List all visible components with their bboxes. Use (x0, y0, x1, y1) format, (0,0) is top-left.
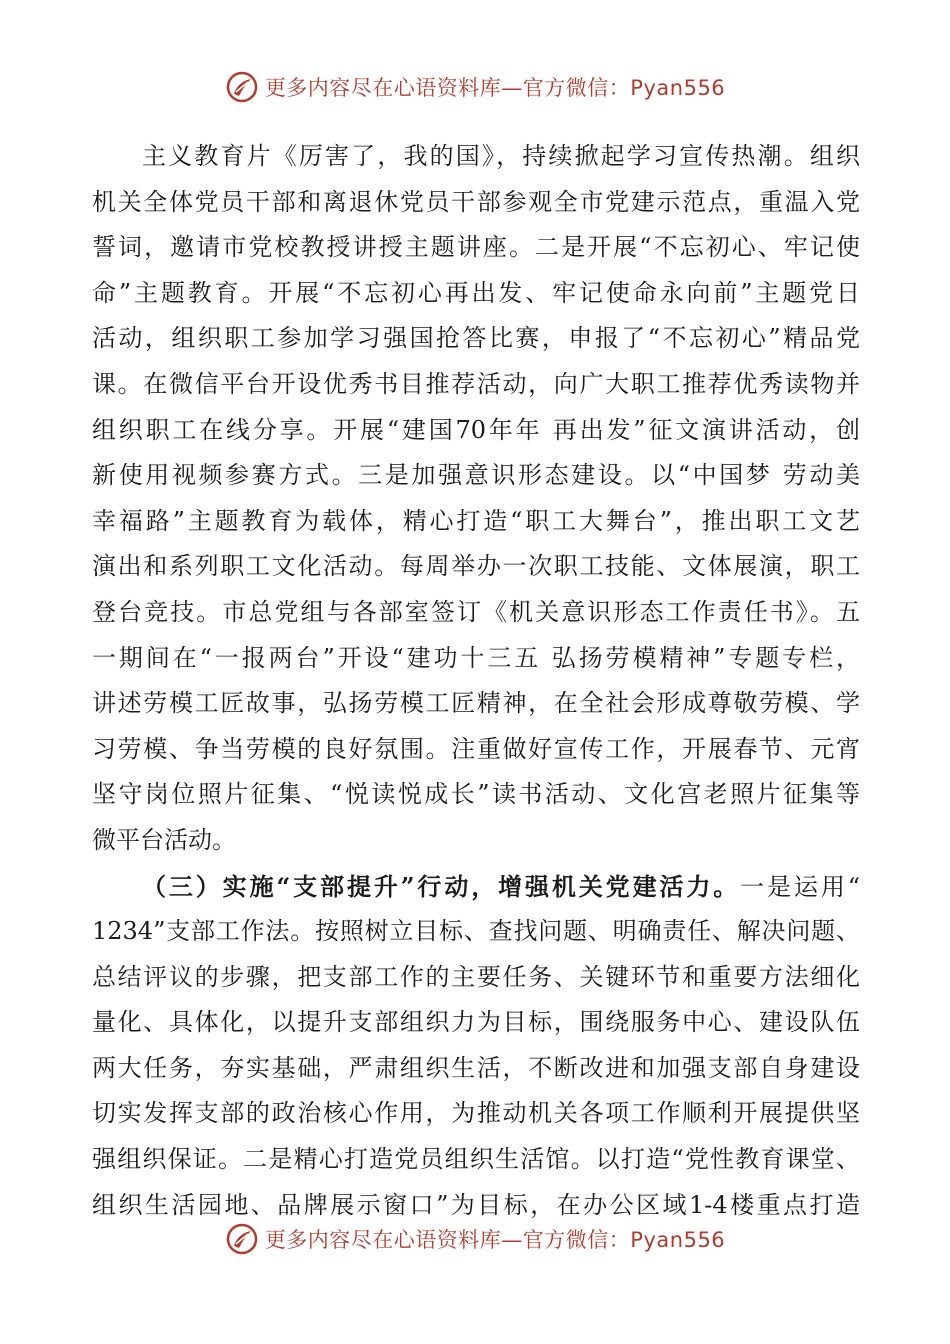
text-line: 机关全体党员干部和离退休党员干部参观全市党建示范点，重温入党 (92, 187, 860, 216)
text-line: 强组织保证。二是精心打造党员组织生活馆。以打造“党性教育课堂、 (92, 1145, 860, 1174)
section-heading: （三）实施“支部提升”行动，增强机关党建活力。 (142, 871, 741, 901)
text-line: 组织生活园地、品牌展示窗口”为目标，在办公区域1-4楼重点打造 (92, 1190, 860, 1219)
text-line: 微平台活动。 (92, 825, 236, 854)
text-line: 1234”支部工作法。按照树立目标、查找问题、明确责任、解决问题、 (92, 917, 860, 946)
text-line: 命”主题教育。开展“不忘初心再出发、牢记使命永向前”主题党日 (92, 278, 860, 307)
text-line: 幸福路”主题教育为载体，精心打造“职工大舞台”，推出职工文艺 (92, 506, 860, 535)
text-line: 组织职工在线分享。开展“建国70年年 再出发”征文演讲活动，创 (92, 415, 860, 444)
logo-icon (225, 1222, 259, 1256)
section-heading-line (92, 864, 860, 910)
footer-banner (0, 1222, 950, 1256)
banner-text: 更多内容尽在心语资料库—官方微信：Pyan556 (264, 1228, 726, 1252)
text-line: 一期间在“一报两台”开设“建功十三五 弘扬劳模精神”专题专栏， (92, 643, 860, 672)
text-line: 坚守岗位照片征集、“悦读悦成长”读书活动、文化宫老照片征集等 (92, 780, 860, 809)
text-line: 登台竞技。市总党组与各部室签订《机关意识形态工作责任书》。五 (92, 597, 860, 626)
text-line: 两大任务，夯实基础，严肃组织生活，不断改进和加强支部自身建设 (92, 1053, 860, 1082)
text-line: 誓词，邀请市党校教授讲授主题讲座。二是开展“不忘初心、牢记使 (92, 233, 860, 262)
text-line: 演出和系列职工文化活动。每周举办一次职工技能、文体展演，职工 (92, 552, 860, 581)
text-line: 主义教育片《厉害了，我的国》，持续掀起学习宣传热潮。组织 (142, 142, 860, 170)
logo-icon (225, 70, 259, 104)
text-line: 切实发挥支部的政治核心作用，为推动机关各项工作顺利开展提供坚 (92, 1099, 860, 1128)
document-body (92, 134, 860, 1228)
text-line: 新使用视频参赛方式。三是加强意识形态建设。以“中国梦 劳动美 (92, 461, 860, 490)
text-line: 讲述劳模工匠故事，弘扬劳模工匠精神，在全社会形成尊敬劳模、学 (92, 689, 860, 718)
text-line: 习劳模、争当劳模的良好氛围。注重做好宣传工作，开展春节、元宵 (92, 734, 860, 763)
text-line: 总结评议的步骤，把支部工作的主要任务、关键环节和重要方法细化 (92, 962, 860, 991)
header-banner (0, 70, 950, 104)
banner-text: 更多内容尽在心语资料库—官方微信：Pyan556 (264, 76, 726, 100)
text-span: 一是运用“ (740, 872, 860, 901)
text-line: 课。在微信平台开设优秀书目推荐活动，向广大职工推荐优秀读物并 (92, 369, 860, 398)
text-line: 量化、具体化，以提升支部组织力为目标，围绕服务中心、建设队伍 (92, 1008, 860, 1037)
text-line: 活动，组织职工参加学习强国抢答比赛，申报了“不忘初心”精品党 (92, 324, 860, 353)
